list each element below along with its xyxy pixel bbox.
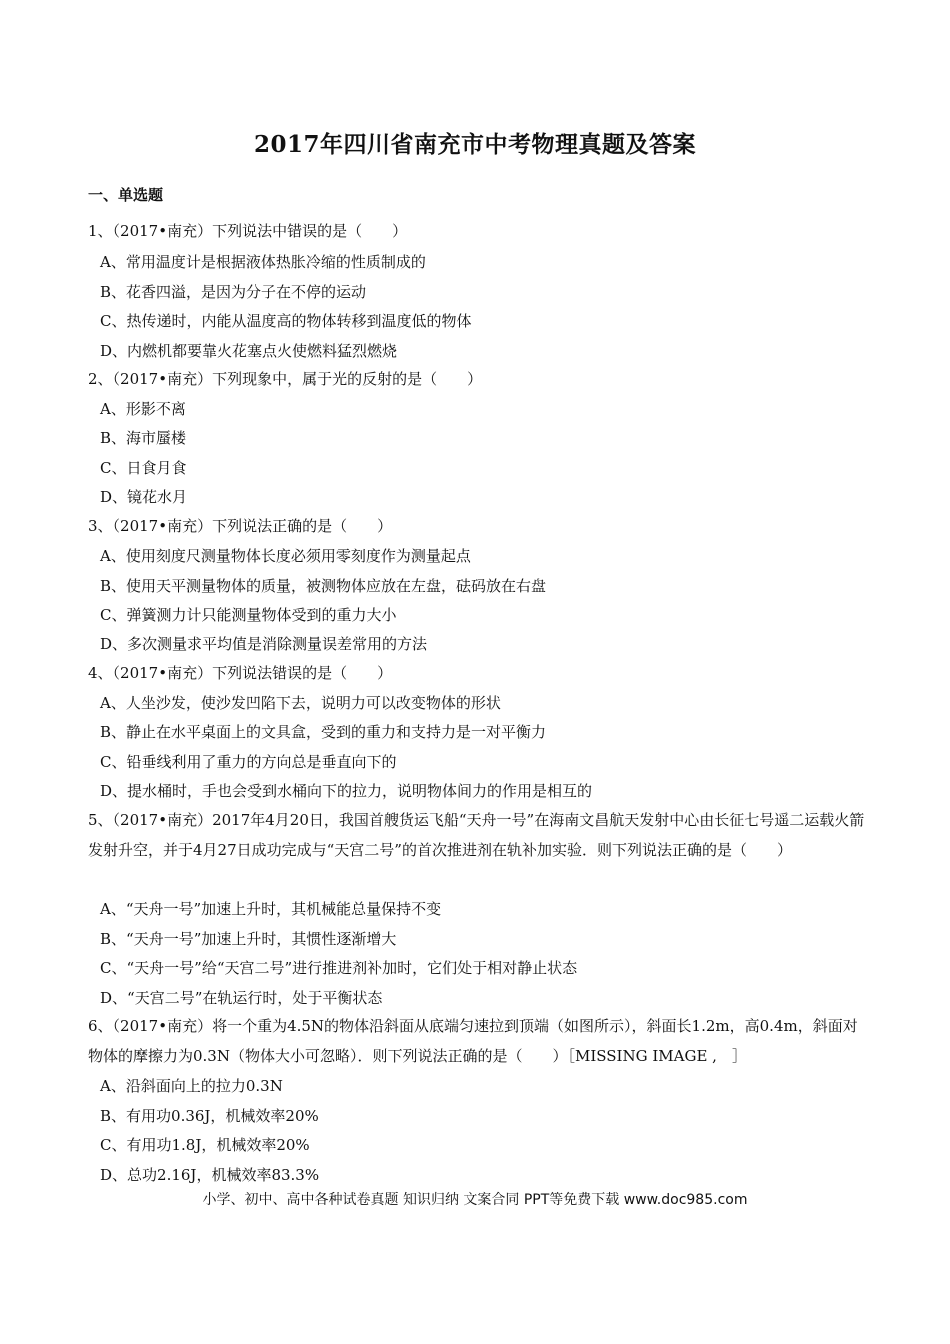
question-stem: 5、（2017•南充）2017年4月20日，我国首艘货运飞船“天舟一号”在海南文昌航天发射中心由长征七号遥二运载火箭发射升空，并于4月27日成功完成与“天宫二号”的首次推进剂在轨补加实验．则下列说法正确的是（ ） bbox=[88, 811, 865, 859]
question-stem: 2、（2017•南充）下列现象中，属于光的反射的是（ ） bbox=[88, 370, 483, 388]
option: D、多次测量求平均值是消除测量误差常用的方法 bbox=[100, 635, 428, 653]
option: C、铅垂线利用了重力的方向总是垂直向下的 bbox=[100, 753, 397, 771]
option: B、“天舟一号”加速上升时，其惯性逐渐增大 bbox=[100, 930, 397, 948]
option: B、海市蜃楼 bbox=[100, 429, 187, 447]
option: A、人坐沙发，使沙发凹陷下去，说明力可以改变物体的形状 bbox=[100, 694, 501, 712]
question-stem: 4、（2017•南充）下列说法错误的是（ ） bbox=[88, 664, 393, 682]
option: B、使用天平测量物体的质量，被测物体应放在左盘，砝码放在右盘 bbox=[100, 577, 547, 595]
option: D、总功2.16J，机械效率83.3% bbox=[100, 1166, 320, 1184]
option: D、镜花水月 bbox=[100, 488, 188, 506]
option: C、有用功1.8J，机械效率20% bbox=[100, 1136, 310, 1154]
option: D、提水桶时，手也会受到水桶向下的拉力，说明物体间力的作用是相互的 bbox=[100, 782, 593, 800]
question-stem: 1、（2017•南充）下列说法中错误的是（ ） bbox=[88, 222, 408, 240]
question-stem: 3、（2017•南充）下列说法正确的是（ ） bbox=[88, 517, 393, 535]
option: D、“天宫二号”在轨运行时，处于平衡状态 bbox=[100, 989, 383, 1007]
option: A、常用温度计是根据液体热胀冷缩的性质制成的 bbox=[100, 253, 426, 271]
option: C、弹簧测力计只能测量物体受到的重力大小 bbox=[100, 606, 397, 624]
option: A、沿斜面向上的拉力0.3N bbox=[100, 1077, 283, 1095]
page-title: 2017年四川省南充市中考物理真题及答案 bbox=[253, 131, 696, 158]
option: D、内燃机都要靠火花塞点火使燃料猛烈燃烧 bbox=[100, 342, 398, 360]
option: A、使用刻度尺测量物体长度必须用零刻度作为测量起点 bbox=[100, 547, 471, 565]
option: A、“天舟一号”加速上升时，其机械能总量保持不变 bbox=[100, 900, 442, 918]
footer-text: 小学、初中、高中各种试卷真题 知识归纳 文案合同 PPT等免费下载 www.doc985.com bbox=[202, 1192, 748, 1208]
option: C、“天舟一号”给“天宫二号”进行推进剂补加时，它们处于相对静止状态 bbox=[100, 959, 578, 977]
option: A、形影不离 bbox=[100, 400, 186, 418]
option: C、热传递时，内能从温度高的物体转移到温度低的物体 bbox=[100, 312, 472, 330]
option: C、日食月食 bbox=[100, 459, 187, 477]
option: B、静止在水平桌面上的文具盒，受到的重力和支持力是一对平衡力 bbox=[100, 723, 547, 741]
option: B、花香四溢，是因为分子在不停的运动 bbox=[100, 283, 367, 301]
option: B、有用功0.36J，机械效率20% bbox=[100, 1107, 319, 1125]
section-heading: 一、单选题 bbox=[88, 186, 164, 204]
question-stem: 6、（2017•南充）将一个重为4.5N的物体沿斜面从底端匀速拉到顶端（如图所示），斜面长1.2m，高0.4m，斜面对物体的摩擦力为0.3N（物体大小可忽略）．则下列说法正确的是（ ）［MISSING IMAGE , ］ bbox=[88, 1017, 858, 1065]
